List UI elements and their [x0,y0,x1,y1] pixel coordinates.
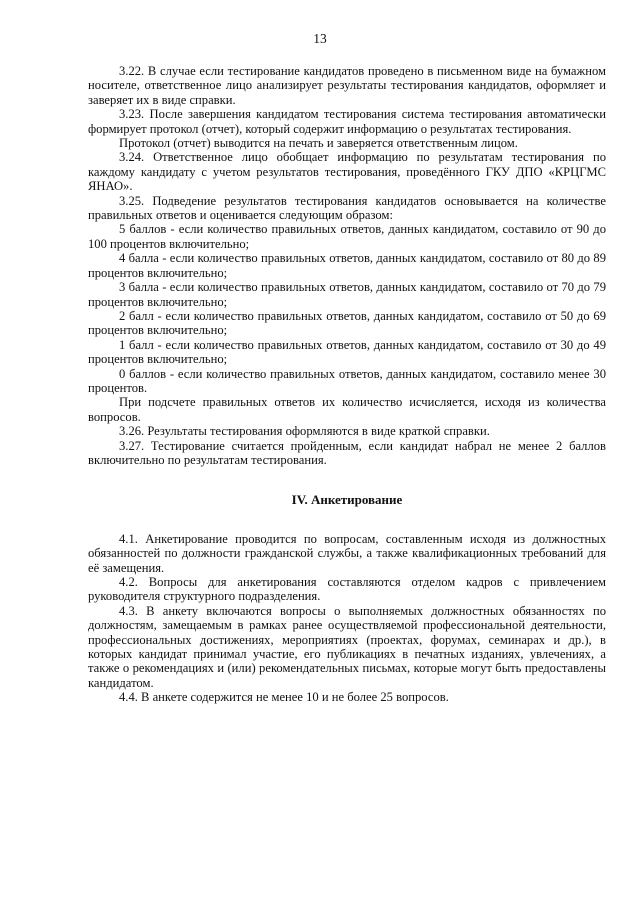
page-number: 13 [313,31,327,46]
document-body [88,64,606,705]
paragraph-counting-note: При подсчете правильных ответов их количество исчисляется, исходя из количества вопросов. [88,395,606,424]
paragraph-3-25: 3.25. Подведение результатов тестирования кандидатов основывается на количестве правильных ответов и оценивается следующим образом: [88,193,606,223]
paragraph-4-4: 4.4. В анкете содержится не менее 10 и не более 25 вопросов. [119,690,449,705]
paragraph-3-27: 3.27. Тестирование считается пройденным, если кандидат набрал не менее 2 баллов включительно по результатам тестирования. [88,438,606,467]
score-3-item: 3 балла - если количество правильных ответов, данных кандидатом, составило от 70 до 79 процентов включительно; [88,280,606,309]
score-0-item: 0 баллов - если количество правильных ответов, данных кандидатом, составило менее 30 процентов. [88,366,606,395]
paragraph-3-24: 3.24. Ответственное лицо обобщает информацию по результатам тестирования по каждому кандидату с учетом результатов тестирования, проведённого ГКУ ДПО «КРЦГМС ЯНАО». [88,150,606,194]
paragraph-4-2: 4.2. Вопросы для анкетирования составляются отделом кадров с привлечением руководителя структурного подразделения. [88,575,606,604]
paragraph-4-1: 4.1. Анкетирование проводится по вопросам, составленным исходя из должностных обязанностей по должности гражданской службы, а также квалификационных требований для её замещения. [88,531,606,575]
paragraph-3-23: 3.23. После завершения кандидатом тестирования система тестирования автоматически формирует протокол (отчет), который содержит информацию о результатах тестирования. [88,107,606,136]
section-title: IV. Анкетирование [291,492,403,508]
paragraph-3-26: 3.26. Результаты тестирования оформляются в виде краткой справки. [119,424,490,439]
paragraph-4-3: 4.3. В анкету включаются вопросы о выполняемых должностных обязанностях по должностям, замещаемым в рамках ранее осуществляемой профессиональной деятельности, профессиональных достижениях, мероприятиях (проектах, форумах, семинарах и др.), в которых кандидат принимал участие, его публикациях в печатных изданиях, увлечениях, а также о рекомендациях и (или) рекомендательных письмах, которые могут быть предоставлены кандидатом. [88,603,606,690]
score-1-item: 1 балл - если количество правильных ответов, данных кандидатом, составило от 30 до 49 процентов включительно; [88,337,606,367]
score-2-item: 2 балл - если количество правильных ответов, данных кандидатом, составило от 50 до 69 процентов включительно; [88,308,606,338]
score-5-item: 5 баллов - если количество правильных ответов, данных кандидатом, составило от 90 до 100 процентов включительно; [88,222,606,251]
score-4-item: 4 балла - если количество правильных ответов, данных кандидатом, составило от 80 до 89 процентов включительно; [88,251,606,280]
paragraph-protocol-print: Протокол (отчет) выводится на печать и заверяется ответственным лицом. [119,136,518,151]
paragraph-3-22: 3.22. В случае если тестирование кандидатов проведено в письменном виде на бумажном носителе, ответственное лицо анализирует результаты тестирования кандидатов, оформляет и заверяет их в виде справки. [88,64,606,107]
